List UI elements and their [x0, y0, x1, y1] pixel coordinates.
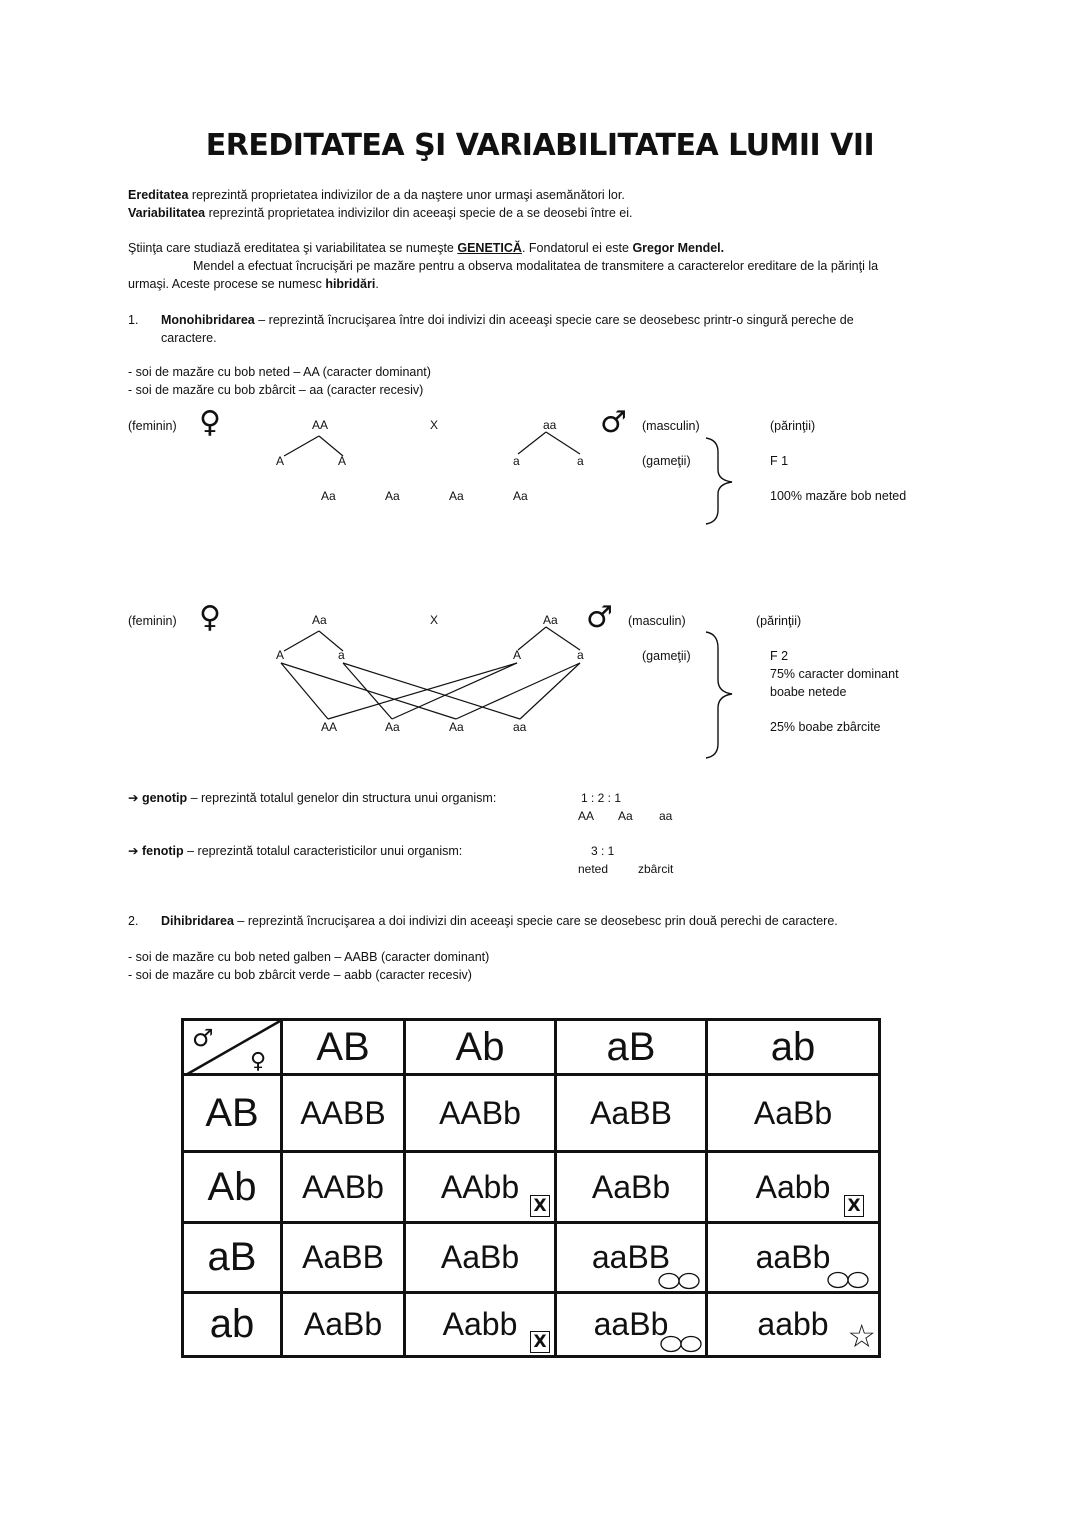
genotip-r1: AA [578, 809, 595, 823]
genotip-ratio: 1 : 2 : 1 [581, 791, 622, 805]
cross1-masculin: (masculin) [642, 419, 700, 433]
cross2-feminin: (feminin) [128, 614, 177, 628]
page-title: EREDITATEA ŞI VARIABILITATEA LUMII VII [205, 128, 875, 163]
genotip-definition: ➔ genotip – reprezintă totalul genelor din structura unui organism: [128, 791, 497, 805]
intro-line-2: Variabilitatea reprezintă proprietatea indivizilor din aceeaşi specie de a se deosebi între ei. [128, 206, 633, 220]
cross1-offspring-1: Aa [321, 489, 336, 503]
cross2-offspring-1: AA [321, 720, 338, 734]
cross1-gamete-2: A [338, 454, 347, 468]
x-mark-icon: X [844, 1195, 864, 1217]
cross2-x: X [430, 613, 439, 627]
genotype-cell: AABb [405, 1075, 556, 1152]
female-symbol-icon: ♀ [250, 1049, 267, 1074]
cross1-parent-1: AA [312, 418, 329, 432]
cross1-gametii: (gameţii) [642, 454, 691, 468]
genotype-cell: Aabb X [405, 1293, 556, 1357]
cross2-gamete-2: a [338, 648, 345, 662]
section-2-number: 2. [128, 914, 139, 928]
cross2-gametii: (gameţii) [642, 649, 691, 663]
genotype-cell: AaBb [282, 1293, 405, 1357]
soi-2: - soi de mazăre cu bob zbârcit – aa (caracter recesiv) [128, 383, 424, 397]
row-header: AB [183, 1075, 282, 1152]
genotype-cell: Aabb X [707, 1152, 880, 1223]
double-circle-icon [826, 1271, 870, 1289]
intro-line-5: urmaşi. Aceste procese se numesc hibridări. [128, 277, 379, 291]
col-header: AB [282, 1020, 405, 1075]
genotype-cell: AaBb [556, 1152, 707, 1223]
cross1-offspring-2: Aa [385, 489, 400, 503]
cross1-offspring-3: Aa [449, 489, 464, 503]
x-mark-icon: X [530, 1331, 550, 1353]
section-1-heading: Monohibridarea – reprezintă încrucişarea între doi indivizi din aceeaşi specie care se deosebesc printr-o singură pereche de [161, 313, 854, 327]
cross1-parinti: (părinţii) [770, 419, 816, 433]
cross2-gamete-3: A [513, 648, 522, 662]
female-symbol-icon: ♀ [199, 600, 221, 635]
fenotip-definition: ➔ fenotip – reprezintă totalul caracteristicilor unui organism: [128, 844, 463, 858]
intro-line-4: Mendel a efectuat încrucişări pe mazăre pentru a observa modalitatea de transmitere a caracterelor ereditare de la părinţi la [193, 259, 879, 273]
cross2-parent-1: Aa [312, 613, 327, 627]
cross2-generation: F 2 [770, 649, 789, 663]
cross2-offspring-2: Aa [385, 720, 400, 734]
cross2-result-3: 25% boabe zbârcite [770, 720, 881, 734]
row-header: Ab [183, 1152, 282, 1223]
col-header: Ab [405, 1020, 556, 1075]
cross2-offspring-4: aa [513, 720, 527, 734]
corner-cell [183, 1020, 282, 1075]
cross1-gamete-1: A [276, 454, 285, 468]
star-icon: ☆ [847, 1317, 876, 1355]
double-circle-icon [657, 1272, 701, 1290]
section-2-heading: Dihibridarea – reprezintă încrucişarea a doi indivizi din aceeaşi specie care se deosebesc prin două perechi de caractere. [161, 914, 838, 928]
cross2-masculin: (masculin) [628, 614, 686, 628]
genotype-cell: AAbb X [405, 1152, 556, 1223]
genotype-cell: aaBB [556, 1223, 707, 1293]
row-header: ab [183, 1293, 282, 1357]
fenotip-r1: neted [578, 862, 609, 876]
x-mark-icon: X [530, 1195, 550, 1217]
male-symbol-icon: ♂ [600, 405, 627, 440]
cross2-result-1: 75% caracter dominant [770, 667, 899, 681]
cross2-result-2: boabe netede [770, 685, 847, 699]
genotype-cell: AaBB [282, 1223, 405, 1293]
genotype-cell: aaBb [707, 1223, 880, 1293]
punnett-square [181, 1018, 881, 1358]
cross1-gamete-3: a [513, 454, 520, 468]
cross2-parinti: (părinţii) [756, 614, 802, 628]
genotype-cell: AaBb [707, 1075, 880, 1152]
soi-4: - soi de mazăre cu bob zbârcit verde – aabb (caracter recesiv) [128, 968, 472, 982]
col-header: ab [707, 1020, 880, 1075]
term-mendel: Gregor Mendel. [632, 241, 725, 255]
term-variabilitatea: Variabilitatea [128, 206, 206, 220]
term-genetica: GENETICĂ [457, 241, 522, 255]
cross2-gamete-4: a [577, 648, 584, 662]
female-symbol-icon: ♀ [199, 405, 221, 440]
section-1-number: 1. [128, 313, 139, 327]
col-header: aB [556, 1020, 707, 1075]
cross1-x: X [430, 418, 439, 432]
cross1-parent-2: aa [543, 418, 557, 432]
genotype-cell: AABb [282, 1152, 405, 1223]
cross1-offspring-4: Aa [513, 489, 528, 503]
cross1-result: 100% mazăre bob neted [770, 489, 907, 503]
cross1-feminin: (feminin) [128, 419, 177, 433]
cross2-gamete-1: A [276, 648, 285, 662]
cross1-gamete-4: a [577, 454, 584, 468]
term-ereditatea: Ereditatea [128, 188, 189, 202]
row-header: aB [183, 1223, 282, 1293]
section-1-heading-cont: caractere. [161, 331, 217, 345]
intro-line-3: Ştiinţa care studiază ereditatea şi variabilitatea se numeşte GENETICĂ. Fondatorul ei este Gregor Mendel. [128, 241, 725, 255]
double-circle-icon [659, 1335, 703, 1353]
male-symbol-icon: ♂ [586, 600, 613, 635]
fenotip-r2: zbârcit [638, 862, 674, 876]
cross2-offspring-3: Aa [449, 720, 464, 734]
intro-line-1: Ereditatea reprezintă proprietatea indivizilor de a da naştere unor urmaşi asemănători lor. [128, 188, 625, 202]
genotip-r2: Aa [618, 809, 633, 823]
genotype-cell: aaBb [556, 1293, 707, 1357]
soi-1: - soi de mazăre cu bob neted – AA (caracter dominant) [128, 365, 431, 379]
male-symbol-icon: ♂ [192, 1024, 214, 1052]
genotype-cell: AABB [282, 1075, 405, 1152]
genotype-cell: AaBB [556, 1075, 707, 1152]
cross1-generation: F 1 [770, 454, 789, 468]
genotip-r3: aa [659, 809, 673, 823]
cross2-parent-2: Aa [543, 613, 558, 627]
genotype-cell: aabb ☆ [707, 1293, 880, 1357]
soi-3: - soi de mazăre cu bob neted galben – AABB (caracter dominant) [128, 950, 490, 964]
fenotip-ratio: 3 : 1 [591, 844, 615, 858]
genotype-cell: AaBb [405, 1223, 556, 1293]
